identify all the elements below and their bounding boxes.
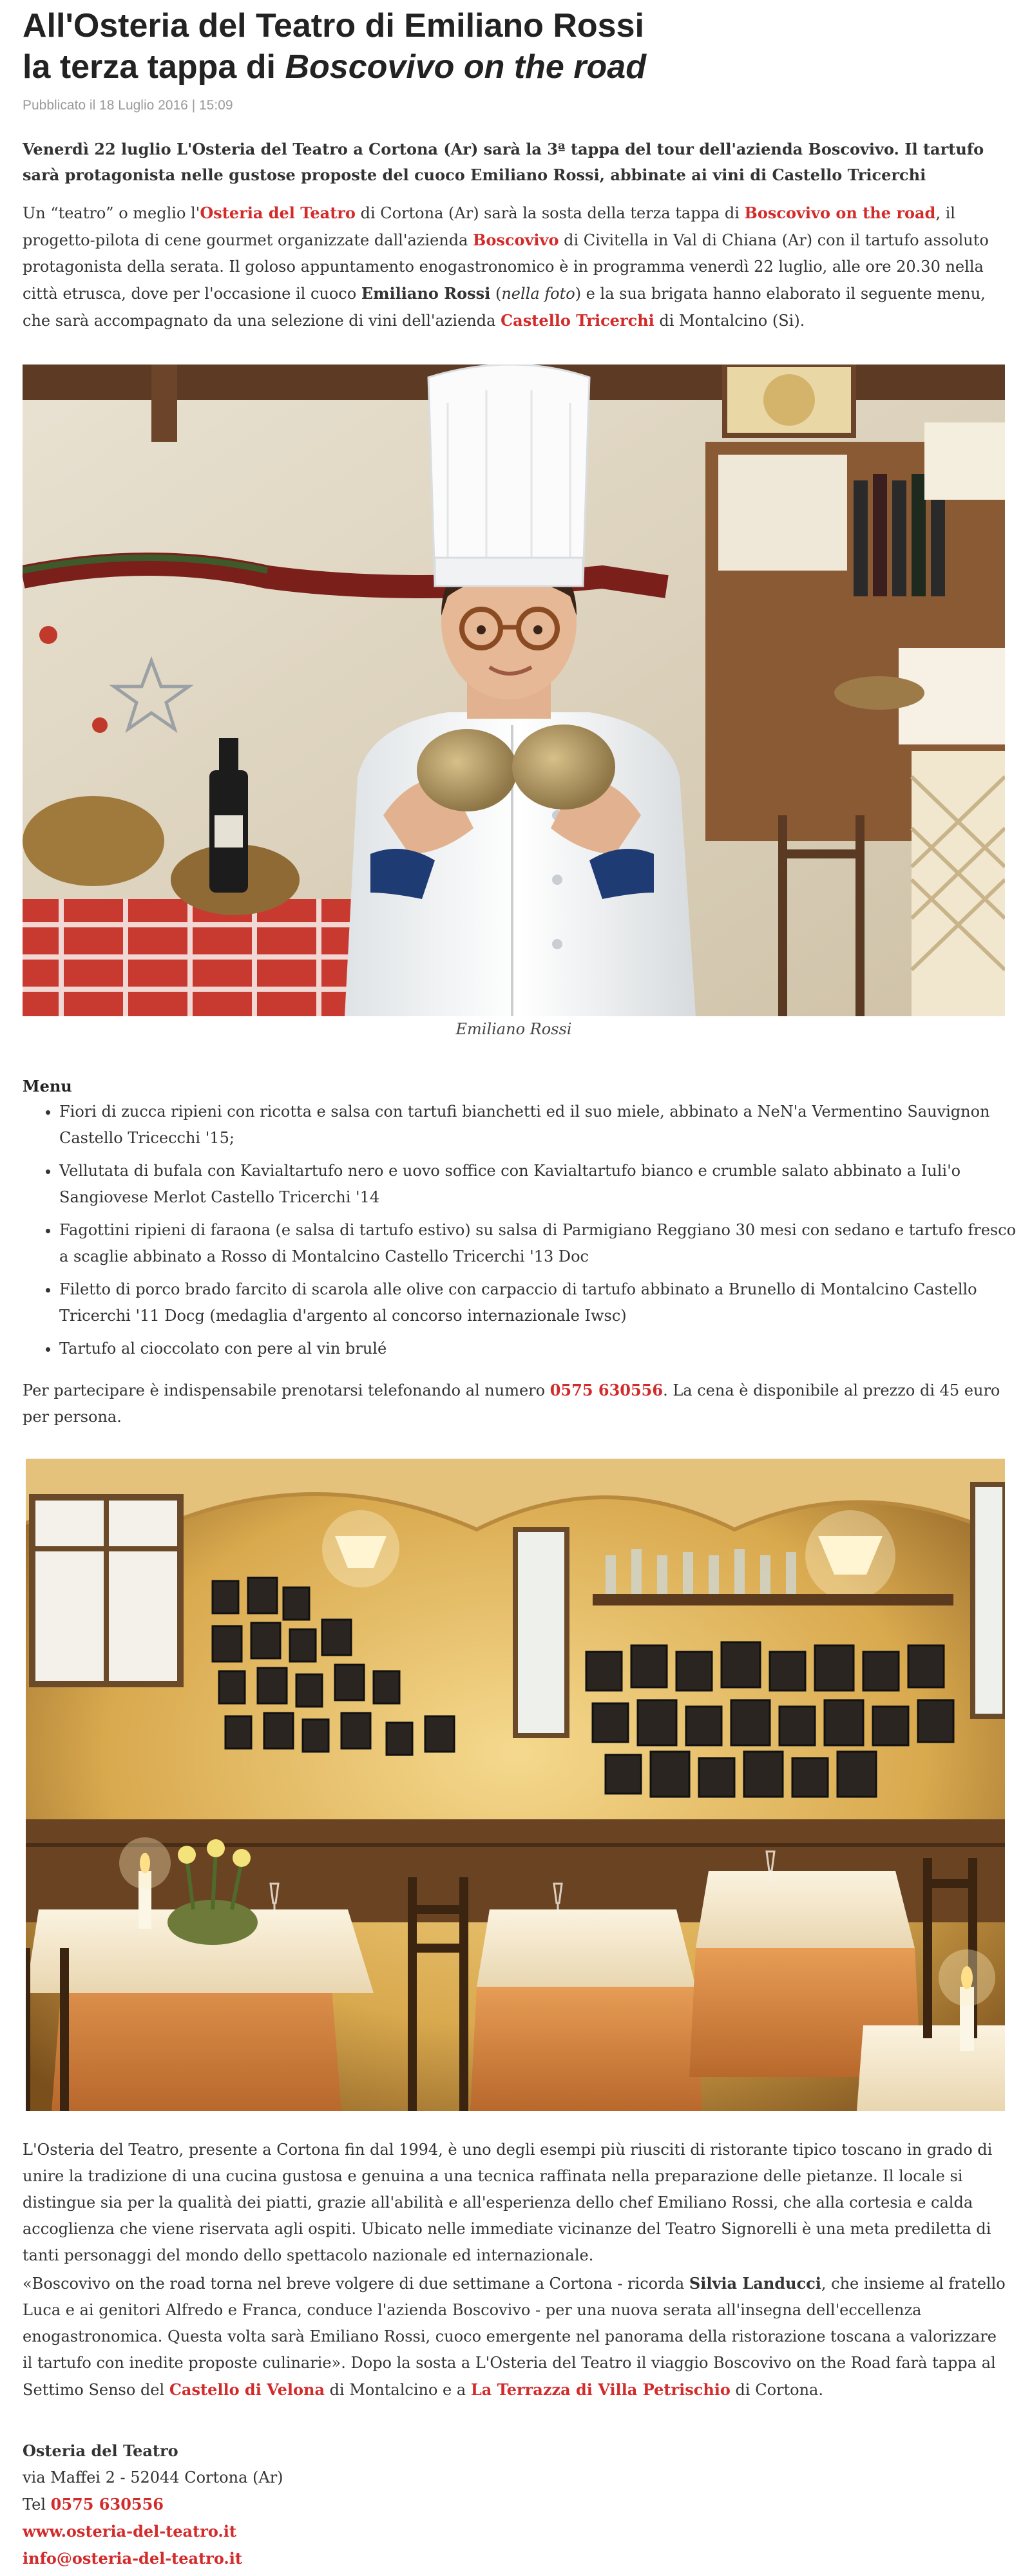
booking-text-2: . La cena è disponibile al prezzo di 45 euro per persona. bbox=[23, 1381, 1000, 1426]
menu-item: • Fiori di zucca ripieni con ricotta e salsa con tartufi bianchetti ed il suo miele, abbinato a NeN'a Vermentino Sauvignon Castello Tricecchi '15; bbox=[59, 1099, 1026, 1151]
link-castello-di-velona[interactable]: Castello di Velona bbox=[169, 2380, 325, 2399]
quote-text-3: di Montalcino e a bbox=[325, 2381, 471, 2399]
link-osteria-del-teatro[interactable]: Osteria del Teatro bbox=[200, 204, 356, 222]
menu-title: Menu bbox=[23, 1077, 72, 1095]
menu-item: • Vellutata di bufala con Kavialtartufo nero e uovo soffice con Kavialtartufo bianco e crumble salato abbinato a Iuli'o Sangiovese Merlot Castello Tricerchi '14 bbox=[59, 1158, 1026, 1211]
intro-paragraph bbox=[23, 200, 1008, 334]
menu-item: • Tartufo al cioccolato con pere al vin brulé bbox=[59, 1336, 1026, 1362]
contact-website-link[interactable]: www.osteria-del-teatro.it bbox=[23, 2522, 236, 2541]
menu-item: • Fagottini ripieni di faraona (e salsa di tartufo estivo) su salsa di Parmigiano Reggiano 30 mesi con sedano e tartufo fresco a scaglie abbinato a Rosso di Montalcino Castello Tricerchi '13 Doc bbox=[59, 1217, 1026, 1270]
booking-paragraph bbox=[23, 1377, 1008, 1430]
intro-text-1: Un “teatro” o meglio l' bbox=[23, 204, 200, 222]
restaurant-interior-photo bbox=[26, 1459, 1005, 2111]
intro-text-6: di Montalcino (Si). bbox=[654, 312, 805, 330]
publish-date: Pubblicato il 18 Luglio 2016 | 15:09 bbox=[23, 98, 233, 113]
contact-phone-row bbox=[23, 2491, 1008, 2518]
contact-name: Osteria del Teatro bbox=[23, 2441, 178, 2460]
title-line-2-prefix: la terza tappa di bbox=[23, 48, 285, 86]
article-title bbox=[23, 5, 1008, 88]
contact-phone-label: Tel bbox=[23, 2496, 51, 2514]
intro-photo-note: nella foto bbox=[501, 285, 575, 303]
contact-block bbox=[23, 2438, 1008, 2572]
chef-photo-caption: Emiliano Rossi bbox=[455, 1020, 572, 1038]
link-villa-petrischio[interactable]: La Terrazza di Villa Petrischio bbox=[470, 2380, 731, 2399]
contact-email-link[interactable]: info@osteria-del-teatro.it bbox=[23, 2549, 242, 2568]
article-lead: Venerdì 22 luglio L'Osteria del Teatro a Cortona (Ar) sarà la 3ª tappa del tour dell'azienda Boscovivo. Il tartufo sarà protagonista nelle gustose proposte del cuoco Emiliano Rossi, abbinate ai vini di Castello Tricerchi bbox=[23, 140, 984, 184]
contact-address: via Maffei 2 - 52044 Cortona (Ar) bbox=[23, 2468, 283, 2486]
intro-text-5b: ) e la sua brigata hanno elaborato il seguente menu, che sarà accompagnato da una selezione di vini dell'azienda bbox=[23, 285, 986, 330]
link-boscovivo-on-the-road[interactable]: Boscovivo on the road bbox=[744, 204, 936, 222]
restaurant-description-paragraph: L'Osteria del Teatro, presente a Cortona fin dal 1994, è uno degli esempi più riusciti di ristorante tipico toscano in grado di unire la tradizione di una cucina gustosa e genuina a una tecnica raffinata nella preparazione delle pietanze. Il locale si distingue sia per la qualità dei piatti, grazie all'abilità e all'esperienza dello chef Emiliano Rossi, che alla cortesia e calda accoglienza che viene riservata agli ospiti. Ubicato nelle immediate vicinanze del Teatro Signorelli è una meta prediletta di tanti personaggi del mondo dello spettacolo nazionale ed internazionale. bbox=[23, 2141, 993, 2264]
quote-text-4: di Cortona. bbox=[730, 2381, 823, 2399]
menu-item: • Filetto di porco brado farcito di scarola alle olive con carpaccio di tartufo abbinato a Brunello di Montalcino Castello Tricerchi '11 Docg (medaglia d'argento al concorso internazionale Iwsc) bbox=[59, 1276, 1026, 1329]
restaurant-interior-illustration bbox=[26, 1459, 1005, 2111]
intro-text-5a: ( bbox=[490, 285, 502, 303]
title-line-1: All'Osteria del Teatro di Emiliano Rossi bbox=[23, 7, 644, 44]
chef-photo-illustration bbox=[23, 365, 1005, 1016]
link-boscovivo[interactable]: Boscovivo bbox=[473, 231, 559, 249]
quote-person-name: Silvia Landucci bbox=[689, 2274, 821, 2293]
booking-text-1: Per partecipare è indispensabile prenotarsi telefonando al numero bbox=[23, 1381, 550, 1399]
chef-photo bbox=[23, 365, 1005, 1016]
title-line-2-italic: Boscovivo on the road bbox=[285, 48, 646, 86]
intro-text-2: di Cortona (Ar) sarà la sosta della terza tappa di bbox=[355, 204, 745, 222]
intro-text-3: , il progetto-pilota di cene gourmet organizzate dall'azienda bbox=[23, 204, 955, 249]
booking-phone-link[interactable]: 0575 630556 bbox=[549, 1381, 664, 1399]
quote-text-1: «Boscovivo on the road torna nel breve volgere di due settimane a Cortona - ricorda bbox=[23, 2275, 689, 2293]
contact-phone-link[interactable]: 0575 630556 bbox=[50, 2495, 164, 2514]
boscovivo-quote-paragraph bbox=[23, 2270, 1008, 2403]
quote-text-2: , che insieme al fratello Luca e ai genitori Alfredo e Franca, conduce l'azienda Boscovivo - per una nuova serata all'insegna dell'eccellenza enogastronomica. Questa volta sarà Emiliano Rossi, cuoco emergente nel panorama della ristorazione toscana a valorizzare il tartufo con inedite proposte culinarie». Dopo la sosta a L'Osteria del Teatro il viaggio Boscovivo on the Road farà tappa al Settimo Senso del bbox=[23, 2275, 1006, 2399]
menu-list bbox=[39, 1099, 1026, 1368]
intro-chef-name: Emiliano Rossi bbox=[361, 284, 491, 303]
link-castello-tricerchi[interactable]: Castello Tricerchi bbox=[501, 311, 655, 330]
intro-text-4: di Civitella in Val di Chiana (Ar) con il tartufo assoluto protagonista della serata. Il goloso appuntamento enogastronomico è in programma venerdì 22 luglio, alle ore 20.30 nella città etrusca, dove per l'occasione il cuoco bbox=[23, 231, 989, 303]
